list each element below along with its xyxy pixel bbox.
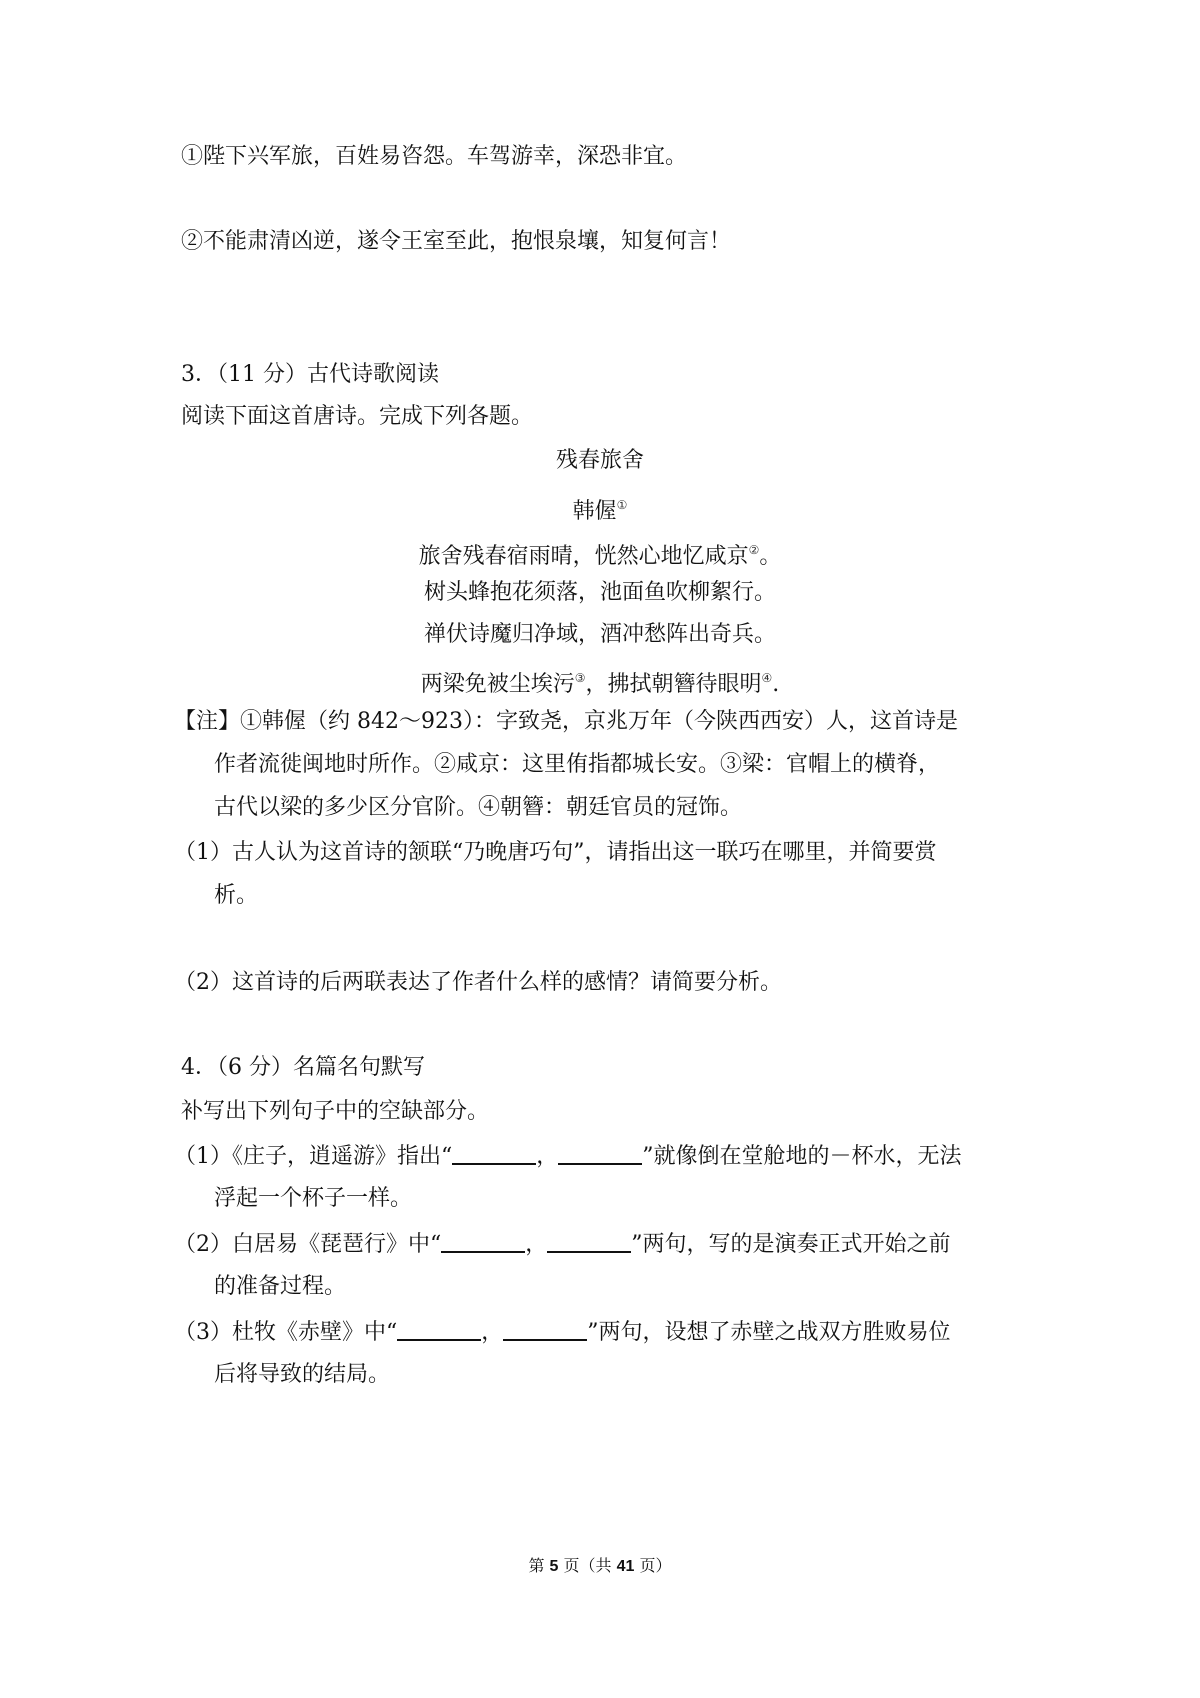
footnote-marker: ② <box>748 543 760 557</box>
poem-title: 残春旅舍 <box>555 448 644 473</box>
fill-in-item: （1）《庄子，逍遥游》指出“ ， ”就像倒在堂舱地的－杯水，无法 <box>174 1141 962 1172</box>
text-line: ①陛下兴军旅，百姓易咨怨。车驾游幸，深恐非宜。 <box>181 144 688 169</box>
poem-line-1: 旅舍残春宿雨晴，恍然心地忆咸京②。 <box>418 543 782 569</box>
poem-line-3: 禅伏诗魔归净域，酒冲愁阵出奇兵。 <box>423 622 776 647</box>
fill-in-item-cont: 浮起一个杯子一样。 <box>214 1186 413 1211</box>
answer-blank[interactable] <box>441 1229 525 1253</box>
footnote-marker: ④ <box>761 671 773 685</box>
fill-in-item-cont: 后将导致的结局。 <box>214 1362 391 1387</box>
question-4-header: 4．（6 分）名篇名句默写 <box>181 1055 425 1080</box>
text-line: ②不能肃清凶逆，遂令王室至此，抱恨泉壤，知复何言！ <box>181 229 732 254</box>
poem-note: 古代以梁的多少区分官阶。④朝簪：朝廷官员的冠饰。 <box>214 795 743 820</box>
answer-blank[interactable] <box>397 1317 481 1341</box>
poem-author: 韩偓① <box>572 498 628 524</box>
footnote-marker: ③ <box>574 671 586 685</box>
fill-in-item: （3）杜牧《赤壁》中“ ， ”两句，设想了赤壁之战双方胜败易位 <box>174 1317 951 1348</box>
fill-in-item-cont: 的准备过程。 <box>214 1274 347 1299</box>
question-4-instruction: 补写出下列句子中的空缺部分。 <box>181 1099 490 1124</box>
total-pages: 41 <box>616 1558 635 1575</box>
poem-note: 【注】①韩偓（约 842～923）：字致尧，京兆万年（今陕西西安）人，这首诗是 <box>174 709 958 734</box>
poem-line-4: 两梁免被尘埃污③，拂拭朝簪待眼明④. <box>420 671 780 697</box>
page-number: 5 <box>549 1558 559 1575</box>
fill-in-item: （2）白居易《琵琶行》中“ ， ”两句，写的是演奏正式开始之前 <box>174 1229 951 1260</box>
sub-question-1-cont: 析。 <box>214 883 259 908</box>
footnote-marker: ① <box>616 498 628 512</box>
question-3-instruction: 阅读下面这首唐诗。完成下列各题。 <box>181 404 534 429</box>
sub-question-2: （2）这首诗的后两联表达了作者什么样的感情？请简要分析。 <box>174 970 782 995</box>
page-footer: 第 5 页（共 41 页） <box>528 1556 672 1575</box>
answer-blank[interactable] <box>547 1229 631 1253</box>
sub-question-1: （1）古人认为这首诗的颔联“乃晚唐巧句”，请指出这一联巧在哪里，并简要赏 <box>174 840 937 865</box>
poem-line-2: 树头蜂抱花须落，池面鱼吹柳絮行。 <box>423 580 776 605</box>
answer-blank[interactable] <box>558 1141 642 1165</box>
answer-blank[interactable] <box>503 1317 587 1341</box>
poem-note: 作者流徙闽地时所作。②咸京：这里侑指都城长安。③梁：官帽上的横脊， <box>214 752 941 777</box>
answer-blank[interactable] <box>452 1141 536 1165</box>
question-3-header: 3．（11 分）古代诗歌阅读 <box>181 362 439 387</box>
